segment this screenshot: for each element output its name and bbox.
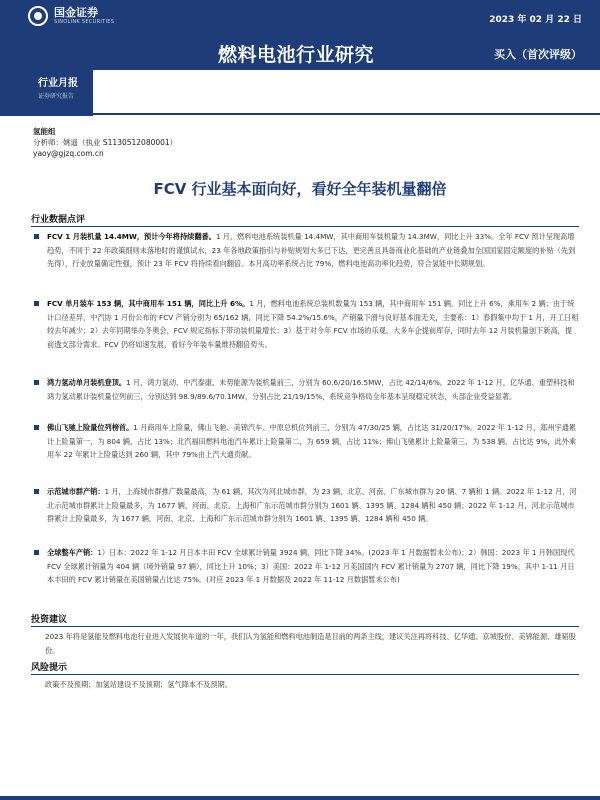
- report-title: 燃料电池行业研究: [218, 44, 375, 66]
- bullet-icon: [34, 489, 39, 494]
- company-logo: [28, 6, 114, 26]
- item-body: 1 月，鸿力氢动、中汽泰康、未势能源为装机量前三，分别为 60.6/20/16.5MW，占比 42/14/6%。2022 年 1-12 月，亿华通、重塑科技和鸿力氢动累计装机量位列前三，分别达到 98.9/89.6/70.1MW，分别占比 21/19/15%，系统竞争格局全年基本呈现稳定状态，头部企业受益显著。: [47, 378, 575, 401]
- report-type-tab: [0, 70, 93, 116]
- section-divider: [31, 226, 579, 227]
- bullet-icon: [34, 234, 39, 239]
- list-item: [31, 421, 579, 462]
- analyst-email: yaoy@gjzq.com.cn: [33, 149, 104, 158]
- section-heading-data-review: 行业数据点评: [31, 215, 86, 225]
- bullet-icon: [34, 425, 39, 430]
- item-body: 1 月，燃料电池系统装机量 14.4MW，其中商用车装机量为 14.3MW，同比上升 33%。全年 FCV 预计呈现高增趋势，不同于 22 年政策细则未落地时的谨慎试水，23 年各地政策指引与补贴规划大多已下达，更完善且具备商业化基础的产业链叠加全国国家固定额度的补贴（先到先得），行业放量确定性强，预计 23 年 FCV 将持续看向翻倍。本月高功率系统占比 79%，燃料电池高功率化趋势，符合氢能中长期规划。: [47, 232, 576, 268]
- list-item: [31, 297, 579, 351]
- item-body: 1 月，上海城市群推广数量最高，为 61 辆，其次为河北城市群，为 23 辆，北京、河南、广东城市群为 20 辆、7 辆和 1 辆。2022 年 1-12 月，河北示范城市群累计上险量最多，为 1677 辆，河南、北京、上海和广东示范城市群分别为 1601 辆、1395 辆、1284 辆和 450 辆；2022 年 1-12 月，河北示范城市群累计上险量最多，为 1677 辆，河南、北京、上海和广东示范城市群分别为 1601 辆、1395 辆、1284 辆和 450 辆。: [47, 487, 577, 523]
- list-item: [31, 376, 579, 403]
- investment-text: 2023 年将是氢能及燃料电池行业进入发展快车道的一年，我们认为氢能和燃料电池制造是目前的两条主线，建议关注再将科技、亿华通、京城股份、美锦能源、雄韬股份。: [45, 632, 576, 655]
- list-item: [31, 230, 579, 271]
- item-lead: FCV 单月装车 153 辆，其中商用车 151 辆，同比上升 6%。: [47, 299, 250, 308]
- list-item: [31, 546, 579, 587]
- section-divider: [31, 674, 579, 675]
- headline: FCV 行业基本面向好，看好全年装机量翻倍: [153, 180, 447, 198]
- footer-bar: [0, 796, 600, 800]
- header-divider: [93, 113, 600, 115]
- item-lead: 鸿力氢动单月装机登顶。: [47, 378, 127, 387]
- section-heading-risk: 风险提示: [31, 663, 68, 673]
- risk-text: 政策不及预期；加氢站建设不及预期；氢气降本不及预期。: [45, 680, 232, 689]
- bullet-icon: [34, 550, 39, 555]
- list-item: [31, 485, 579, 526]
- item-body: 1 月商用车上险量，佛山飞驰、美锦汽车、中原总机位列前三，分别为 47/30/25 辆，占比达 31/20/17%。2022 年 1-12 月，郑州宇通累计上险量第一，为 804 辆，占比 13%；北汽福田燃料电池汽车累计上险量第二，为 659 辆，占比 11%；佛山飞驰累计上险量第三，为 538 辆，占比达 9%，此外乘用车 22 年累计上险量达到 260 辆，其中 79%由上汽大通贡献。: [47, 423, 577, 459]
- analyst-info: [33, 126, 177, 159]
- item-lead: 全球整车产销：: [47, 548, 98, 557]
- bullet-icon: [34, 301, 39, 306]
- bullet-icon: [34, 380, 39, 385]
- section-heading-investment: 投资建议: [31, 615, 68, 625]
- report-date: 2023 年 02 月 22 日: [489, 15, 582, 25]
- item-body: 1 月，燃料电池系统总装机数量为 153 辆，其中商用车 151 辆，同比上升 6%，乘用车 2 辆；由于统计口径差异，中汽协 1 月份公布的 FCV 产销分别为 65/162 辆，同比下降 54.2%/15.6%，产销量下滑与良好基本面无关，主要系：1）春假集中均于 1 月，开工日相较去年减少；2）去年同期举办冬奥会，FCV 规定指标下带动装机量增长；3）基于对今年 FCV 市场的乐观，大多车企提前库存，同时去年 12 月装机量创下新高，提前透支部分需求。FCV 仍将如速发展，看好今年装车量维持翻倍势头。: [47, 299, 579, 349]
- section-divider: [31, 626, 579, 627]
- analyst-name: 分析师：姚遥（执业 S1130512080001）: [33, 138, 178, 147]
- rating: 买入（首次评级）: [494, 48, 582, 61]
- item-lead: FCV 1 月装机量 14.4MW，预计今年将持续翻番。: [47, 232, 216, 241]
- item-lead: 示范城市群产销：: [47, 487, 105, 496]
- logo-mark-icon: [28, 6, 48, 26]
- logo-name: 国金证券: [54, 6, 98, 19]
- logo-subtitle: SINOLINK SECURITIES: [54, 19, 115, 25]
- header-banner: [0, 0, 600, 70]
- item-body: 1）日本：2022 年 1-12 月日本丰田 FCV 全球累计销量 3924 辆，同比下降 34%。(2023 年 1 月数据暂未公布)；2）韩国：2023 年 1 月韩国现代 FCV 全球累计销量为 404 辆（境外销量 97 辆），同比上升 10%；3）美国：2022 年 1-12 月美国国内 FCV 累计销量为 2707 辆，同比下降 19%，其中 1-11 月日本丰田的 FCV 累计销量在美国销量占比达 75%。(对应 2023 年 1 月数据及 2022 年 11-12 月数据暂未公布): [47, 548, 575, 584]
- analyst-group: 氢能组: [33, 127, 56, 136]
- report-subtype: 证券研究报告: [38, 93, 75, 100]
- report-type: 行业月报: [38, 78, 78, 89]
- item-lead: 佛山飞驰上险量位列榜首。: [47, 423, 134, 432]
